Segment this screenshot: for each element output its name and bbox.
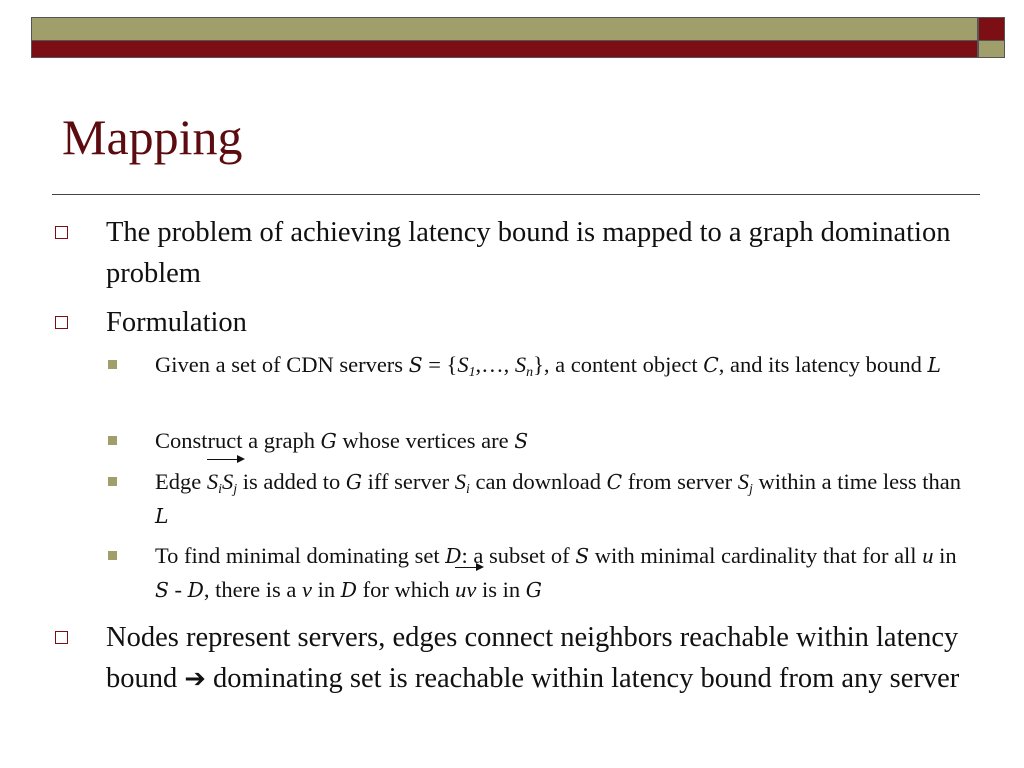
vector-arrow-edge	[207, 465, 237, 498]
text: for which	[356, 577, 456, 602]
sub-bullet-given	[155, 348, 975, 382]
text: within a time less than	[752, 469, 961, 494]
subscript: 1	[468, 365, 476, 381]
math-symbol: S	[454, 469, 466, 494]
text: : a subset of	[461, 543, 576, 568]
math-symbol: S	[737, 469, 749, 494]
text: whose vertices are	[336, 428, 515, 453]
bullet-text: The problem of achieving latency bound is mapped to a graph domination problem	[106, 217, 951, 289]
math-symbol: S	[514, 429, 529, 453]
bullet-text: Formulation	[106, 307, 247, 338]
bullet-text: Nodes represent servers, edges connect neighbors reachable within latency bound	[106, 622, 959, 694]
sub-bullet-dominating-set	[155, 539, 975, 607]
subscript: n	[526, 365, 534, 381]
bullet-text: dominating set is reachable within latency bound from any server	[205, 663, 960, 694]
math-symbol: S	[514, 352, 527, 377]
text: is added to	[237, 469, 346, 494]
text: , and its latency bound	[718, 352, 928, 377]
hollow-square-bullet-icon	[55, 316, 68, 329]
text: , there is a	[203, 577, 302, 602]
math-symbol: uv	[455, 577, 477, 602]
text: To find minimal dominating set	[155, 543, 446, 568]
math-symbol: G	[525, 578, 542, 602]
filled-square-bullet-icon	[108, 477, 117, 486]
text: ,…,	[475, 352, 515, 377]
header-square-olive	[978, 41, 1005, 58]
math-symbol: G	[345, 470, 363, 494]
math-symbol: C	[703, 353, 719, 377]
slide-title: Mapping	[62, 109, 243, 165]
math-symbol: S	[221, 469, 234, 494]
math-symbol: u	[922, 543, 934, 568]
sub-bullet-edge	[155, 465, 975, 533]
bullet-nodes-represent	[106, 617, 986, 700]
math-symbol: C	[606, 470, 623, 494]
title-divider	[52, 194, 980, 195]
math-symbol: G	[320, 429, 337, 453]
math-symbol: L	[927, 353, 941, 377]
text: is in	[476, 577, 526, 602]
text: in	[933, 543, 957, 568]
subscript: j	[233, 482, 238, 498]
sub-bullet-construct	[155, 424, 975, 458]
hollow-square-bullet-icon	[55, 631, 68, 644]
math-symbol: D	[340, 578, 357, 602]
text: Edge	[155, 469, 207, 494]
hollow-square-bullet-icon	[55, 226, 68, 239]
header-bar-maroon	[31, 41, 978, 58]
text: Given a set of CDN servers	[155, 352, 409, 377]
math-symbol: v	[301, 577, 312, 602]
subscript: j	[749, 482, 753, 498]
math-symbol: D	[445, 544, 462, 568]
header-bar-olive	[31, 17, 978, 41]
math-symbol: D	[187, 578, 204, 602]
math-symbol: S	[206, 469, 219, 494]
math-symbol: L	[155, 504, 169, 528]
math-symbol: S	[575, 544, 590, 568]
text: -	[168, 577, 188, 602]
text: = {	[422, 352, 458, 377]
right-arrow-icon: ➔	[184, 664, 206, 694]
math-symbol: S	[408, 353, 423, 377]
math-symbol: S	[155, 578, 169, 602]
text: Construct a graph	[155, 428, 321, 453]
filled-square-bullet-icon	[108, 436, 117, 445]
vector-arrow-uv	[455, 573, 476, 606]
header-square-maroon	[978, 17, 1005, 41]
subscript: i	[465, 482, 470, 498]
bullet-latency-mapping	[106, 212, 986, 294]
text: from server	[622, 469, 738, 494]
filled-square-bullet-icon	[108, 360, 117, 369]
text: can download	[469, 469, 607, 494]
bullet-formulation	[106, 302, 986, 343]
text: in	[311, 577, 341, 602]
math-symbol: S	[457, 352, 469, 377]
text: }, a content object	[533, 352, 704, 377]
subscript: i	[218, 482, 222, 498]
text: iff server	[362, 469, 455, 494]
filled-square-bullet-icon	[108, 551, 117, 560]
text: with minimal cardinality that for all	[589, 543, 923, 568]
